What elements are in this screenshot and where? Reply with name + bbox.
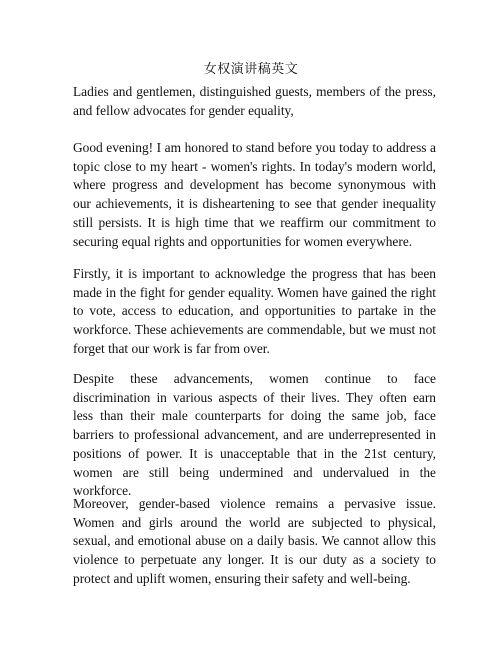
text-line: Firstly, it is important to acknowledge the progress that has been [73, 266, 436, 281]
text-line: Good evening! I am honored to stand before you today to address a [73, 140, 436, 155]
paragraph-discrimination [73, 370, 436, 501]
text-line: positions of power. It is unacceptable that in the 21st century, [73, 445, 436, 461]
text-line: securing equal rights and opportunities for women everywhere. [73, 233, 413, 249]
text-line: made in the fight for gender equality. Women have gained the right [73, 284, 436, 300]
text-line: protect and uplift women, ensuring their safety and well-being. [73, 570, 411, 586]
text-line: forget that our work is far from over. [73, 340, 270, 356]
text-line: Moreover, gender-based violence remains a pervasive issue. [73, 496, 436, 511]
text-line: sexual, and emotional abuse on a daily basis. We cannot allow this [73, 533, 436, 549]
paragraph-introduction [73, 139, 436, 251]
text-line: barriers to professional advancement, and are underrepresented in [73, 427, 436, 443]
text-line: still persists. It is high time that we reaffirm our commitment to [73, 214, 436, 230]
paragraph-progress [73, 265, 436, 359]
paragraph-greeting [73, 83, 436, 120]
text-line: Despite these advancements, women continue to face [73, 371, 436, 386]
text-line: to vote, access to education, and opportunities to partake in the [73, 303, 436, 319]
paragraph-violence [73, 495, 436, 589]
text-line: where progress and development has become synonymous with [73, 177, 436, 193]
document-title: 女权演讲稿英文 [203, 61, 299, 76]
text-line: Women and girls around the world are subjected to physical, [73, 514, 436, 530]
text-line: and fellow advocates for gender equality, [73, 102, 294, 118]
text-line: our achievements, it is disheartening to see that gender inequality [73, 196, 436, 212]
text-line: Ladies and gentlemen, distinguished guests, members of the press, [73, 84, 436, 99]
text-line: topic close to my heart - women's rights. In today's modern world, [73, 158, 436, 174]
text-line: women are still being undermined and undervalued in the [73, 464, 436, 480]
text-line: less than their male counterparts for doing the same job, face [73, 408, 436, 424]
text-line: discrimination in various aspects of their lives. They often earn [73, 389, 436, 405]
text-line: workforce. These achievements are commendable, but we must not [73, 322, 436, 338]
text-line: violence to perpetuate any longer. It is our duty as a society to [73, 552, 436, 568]
text-line: workforce. [73, 483, 132, 499]
